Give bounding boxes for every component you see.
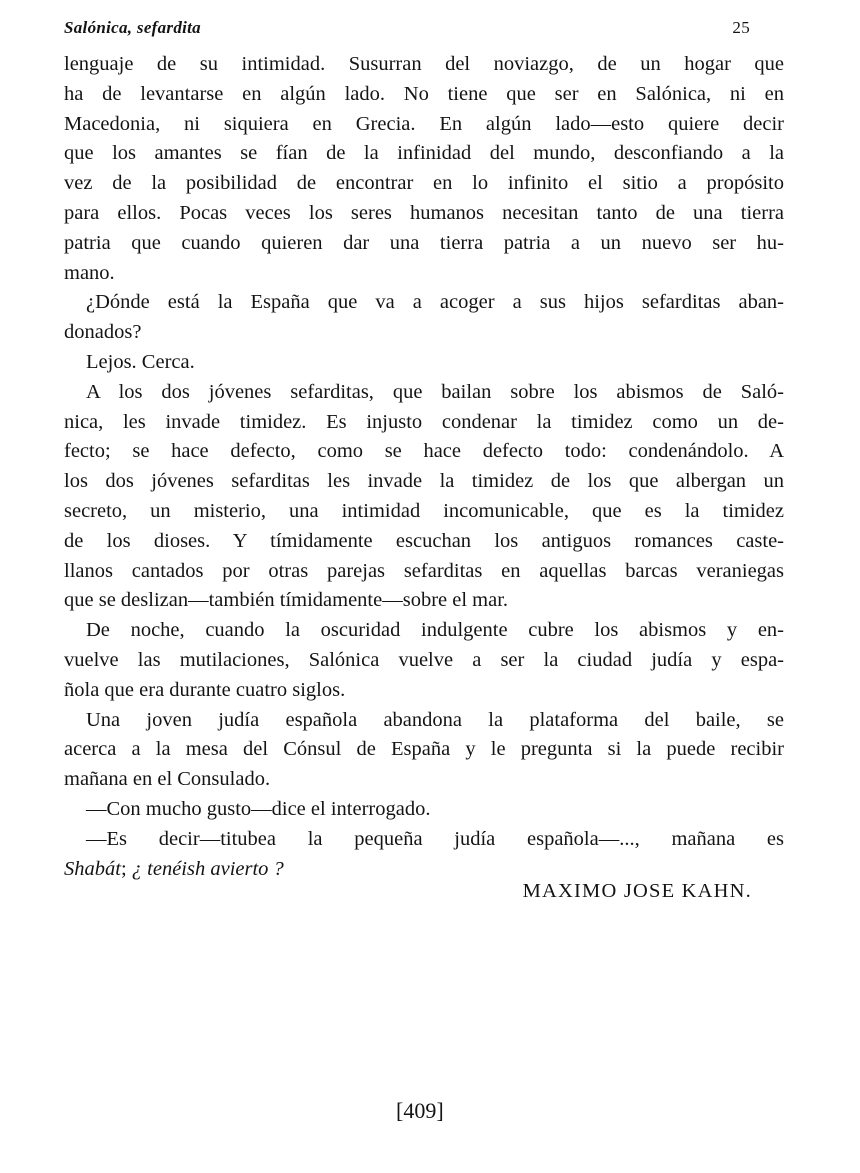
- page-number: 25: [732, 18, 750, 37]
- text-line: De noche, cuando la oscuridad indulgente cubre los abismos y en-: [86, 619, 784, 642]
- text-line: donados?: [64, 321, 142, 344]
- text-line: mano.: [64, 261, 115, 284]
- running-header: [64, 16, 784, 40]
- text-line: vuelve las mutilaciones, Salónica vuelve a ser la ciudad judía y espa-: [64, 648, 784, 671]
- text-line: los dos jóvenes sefarditas les invade la timidez de los que albergan un: [64, 470, 784, 493]
- text-line: Macedonia, ni siquiera en Grecia. En algún lado—esto quiere decir: [64, 112, 784, 135]
- text-line: —Con mucho gusto—dice el interrogado.: [86, 797, 431, 820]
- body-text: [64, 50, 784, 884]
- separator: ;: [120, 857, 132, 880]
- phrase-teneish-avierto: ¿ tenéish avierto ?: [131, 857, 284, 880]
- text-line: mañana en el Consulado.: [64, 768, 271, 791]
- document-page: [64, 0, 784, 1173]
- text-line: vez de la posibilidad de encontrar en lo infinito el sitio a propósito: [64, 172, 784, 195]
- text-line: que se deslizan—también tímidamente—sobre el mar.: [64, 589, 509, 612]
- running-title: Salónica, sefardita: [64, 18, 201, 37]
- text-line: ¿Dónde está la España que va a acoger a sus hijos sefarditas aban-: [86, 291, 784, 314]
- text-line: patria que cuando quieren dar una tierra patria a un nuevo ser hu-: [64, 231, 784, 254]
- text-line: llanos cantados por otras parejas sefarditas en aquellas barcas veraniegas: [64, 559, 784, 582]
- text-line: de los dioses. Y tímidamente escuchan los antiguos romances caste-: [64, 529, 784, 552]
- text-line: Lejos. Cerca.: [86, 350, 195, 373]
- word-shabat: Shabát: [64, 857, 121, 880]
- text-line: Una joven judía española abandona la plataforma del baile, se: [86, 708, 784, 731]
- text-line: nica, les invade timidez. Es injusto condenar la timidez como un de-: [64, 410, 784, 433]
- text-line: —Es decir—titubea la pequeña judía española—..., mañana es: [86, 827, 784, 850]
- folio-number: [409]: [396, 1098, 444, 1123]
- text-line: fecto; se hace defecto, como se hace defecto todo: condenándolo. A: [64, 440, 784, 463]
- text-line: acerca a la mesa del Cónsul de España y le pregunta si la puede recibir: [64, 738, 784, 761]
- author-signature: MAXIMO JOSE KAHN.: [522, 880, 752, 902]
- text-line: para ellos. Pocas veces los seres humanos necesitan tanto de una tierra: [64, 201, 784, 224]
- text-line: lenguaje de su intimidad. Susurran del noviazgo, de un hogar que: [64, 53, 784, 75]
- text-line: A los dos jóvenes sefarditas, que bailan sobre los abismos de Saló-: [86, 380, 784, 403]
- text-line: secreto, un misterio, una intimidad incomunicable, que es la timidez: [64, 499, 784, 522]
- text-line: que los amantes se fían de la infinidad del mundo, desconfiando a la: [64, 142, 784, 165]
- text-line: ñola que era durante cuatro siglos.: [64, 678, 346, 701]
- text-line: ha de levantarse en algún lado. No tiene que ser en Salónica, ni en: [64, 82, 784, 105]
